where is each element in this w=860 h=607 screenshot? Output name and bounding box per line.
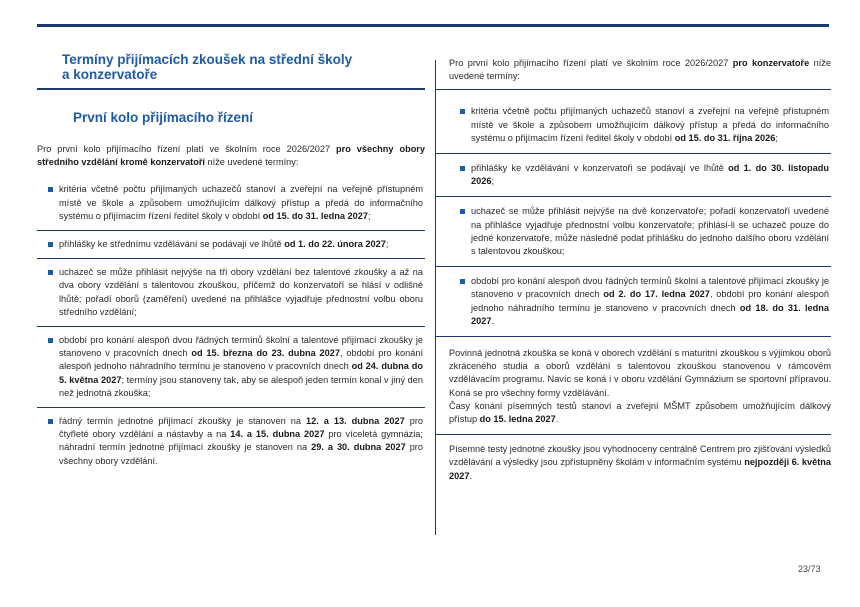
paragraph: Povinná jednotná zkouška se koná v oborech vzdělání s maturitní zkouškou s výjimkou oborů zkráceného studia a oborů vzdělání s talentovou zkouškou stanovenou v rámcovém vzdělávacím programu. Navíc se koná i v oboru vzdělání Gymnázium se sportovní přípravou. Koná se pro všechny formy vzdělávání.: [449, 348, 831, 398]
bullet-square-icon: [460, 279, 465, 284]
section-title: Termíny přijímacích zkoušek na střední školy a konzervatoře: [62, 52, 353, 82]
separator: [37, 230, 425, 231]
left-column: [37, 52, 425, 468]
list-item: přihlášky ke vzdělávání v konzervatoři se podávají ve lhůtě od 1. do 30. listopadu 2026;: [449, 162, 831, 188]
list-item: přihlášky ke střednímu vzdělávání se podávají ve lhůtě od 1. do 22. února 2027;: [37, 238, 425, 251]
separator: [435, 434, 831, 435]
section-subtitle: První kolo přijímacího řízení: [73, 110, 254, 125]
list-item: řádný termín jednotné přijímací zkoušky je stanoven na 12. a 13. dubna 2027 pro čtyřleté obory vzdělání a nástavby a na 14. a 15. dubna 2027 pro víceletá gymnázia; náhradní termín jednotné přijímací zkoušky je stanoven na 29. a 30. dubna 2027 pro všechny obory vzdělání.: [37, 415, 425, 468]
separator: [37, 258, 425, 259]
bullet-square-icon: [48, 242, 53, 247]
separator: [435, 153, 831, 154]
separator: [435, 196, 831, 197]
bullet-square-icon: [460, 209, 465, 214]
separator: [435, 336, 831, 337]
bullet-square-icon: [48, 270, 53, 275]
title-rule: [37, 88, 425, 90]
list-item: kritéria včetně počtu přijímaných uchazečů stanoví a zveřejní na veřejně přístupném místě ve škole a způsobem umožňujícím dálkový přístup a předá do informačního systému o přijímacím řízení ředitel školy v období od 15. do 31. října 2026;: [449, 105, 831, 145]
list-item: uchazeč se může přihlásit nejvýše na tři obory vzdělání bez talentové zkoušky a až na dva obory vzdělání s talentovou zkouškou, přičemž do konzervatoří se hlásí v odlišné lhůtě; pořadí oborů (zaměření) uvedené na přihlášce vyjadřuje přednostní volbu oboru středního vzdělání;: [37, 266, 425, 319]
separator: [37, 326, 425, 327]
separator: [435, 89, 831, 90]
list-item: období pro konání alespoň dvou řádných termínů školní a talentové přijímací zkoušky je stanoveno v pracovních dnech od 2. do 17. ledna 2027, období pro konání alespoň jednoho náhradního termínu je stanoveno v pracovních dnech od 18. do 31. ledna 2027.: [449, 275, 831, 328]
list-item: období pro konání alespoň dvou řádných termínů školní a talentové přijímací zkoušky je stanoveno v pracovních dnech od 15. března do 23. dubna 2027, období pro konání alespoň jednoho náhradního termínu je stanoveno v pracovních dnech od 24. dubna do 5. května 2027; termíny jsou stanoveny tak, aby se alespoň jeden termín konal v jiný den než jednotná zkouška;: [37, 334, 425, 400]
separator: [435, 266, 831, 267]
bullet-square-icon: [460, 109, 465, 114]
top-rule: [37, 24, 829, 27]
paragraph: Časy konání písemných testů stanoví a zveřejní MŠMT způsobem umožňujícím dálkový přístup do 15. ledna 2027.: [449, 400, 831, 425]
list-item: uchazeč se může přihlásit nejvýše na dvě konzervatoře; pořadí konzervatoří uvedené na přihlášce vyjadřuje přednostní volbu konzervatoře; přihlásí-li se uchazeč pouze do jedné konzervatoře, může následně podat přihlášku do jednoho dalšího oboru vzdělání s talentovou zkouškou;: [449, 205, 831, 258]
bullet-square-icon: [48, 187, 53, 192]
column-divider: [435, 60, 436, 535]
paragraph: Písemné testy jednotné zkoušky jsou vyhodnoceny centrálně Centrem pro zjišťování výsledků vzdělávání a výsledky jsou zpřístupněny školám v informačním systému nejpozději 6. května 2027.: [449, 444, 832, 481]
right-intro: Pro první kolo přijímacího řízení platí ve školním roce 2026/2027 pro konzervatoře níže uvedené termíny:: [449, 58, 831, 82]
bullet-square-icon: [48, 419, 53, 424]
page-number: 23/73: [798, 564, 821, 574]
left-intro: Pro první kolo přijímacího řízení platí ve školním roce 2026/2027 pro všechny obory středního vzdělání kromě konzervatoří níže uvedené termíny:: [37, 144, 425, 168]
separator: [37, 407, 425, 408]
right-column: [449, 57, 831, 483]
list-item: kritéria včetně počtu přijímaných uchazečů stanoví a zveřejní na veřejně přístupném místě ve škole a způsobem umožňujícím dálkový přístup a předá do informačního systému o přijímacím řízení ředitel školy v období od 15. do 31. ledna 2027;: [37, 183, 425, 223]
bullet-square-icon: [460, 166, 465, 171]
bullet-square-icon: [48, 338, 53, 343]
